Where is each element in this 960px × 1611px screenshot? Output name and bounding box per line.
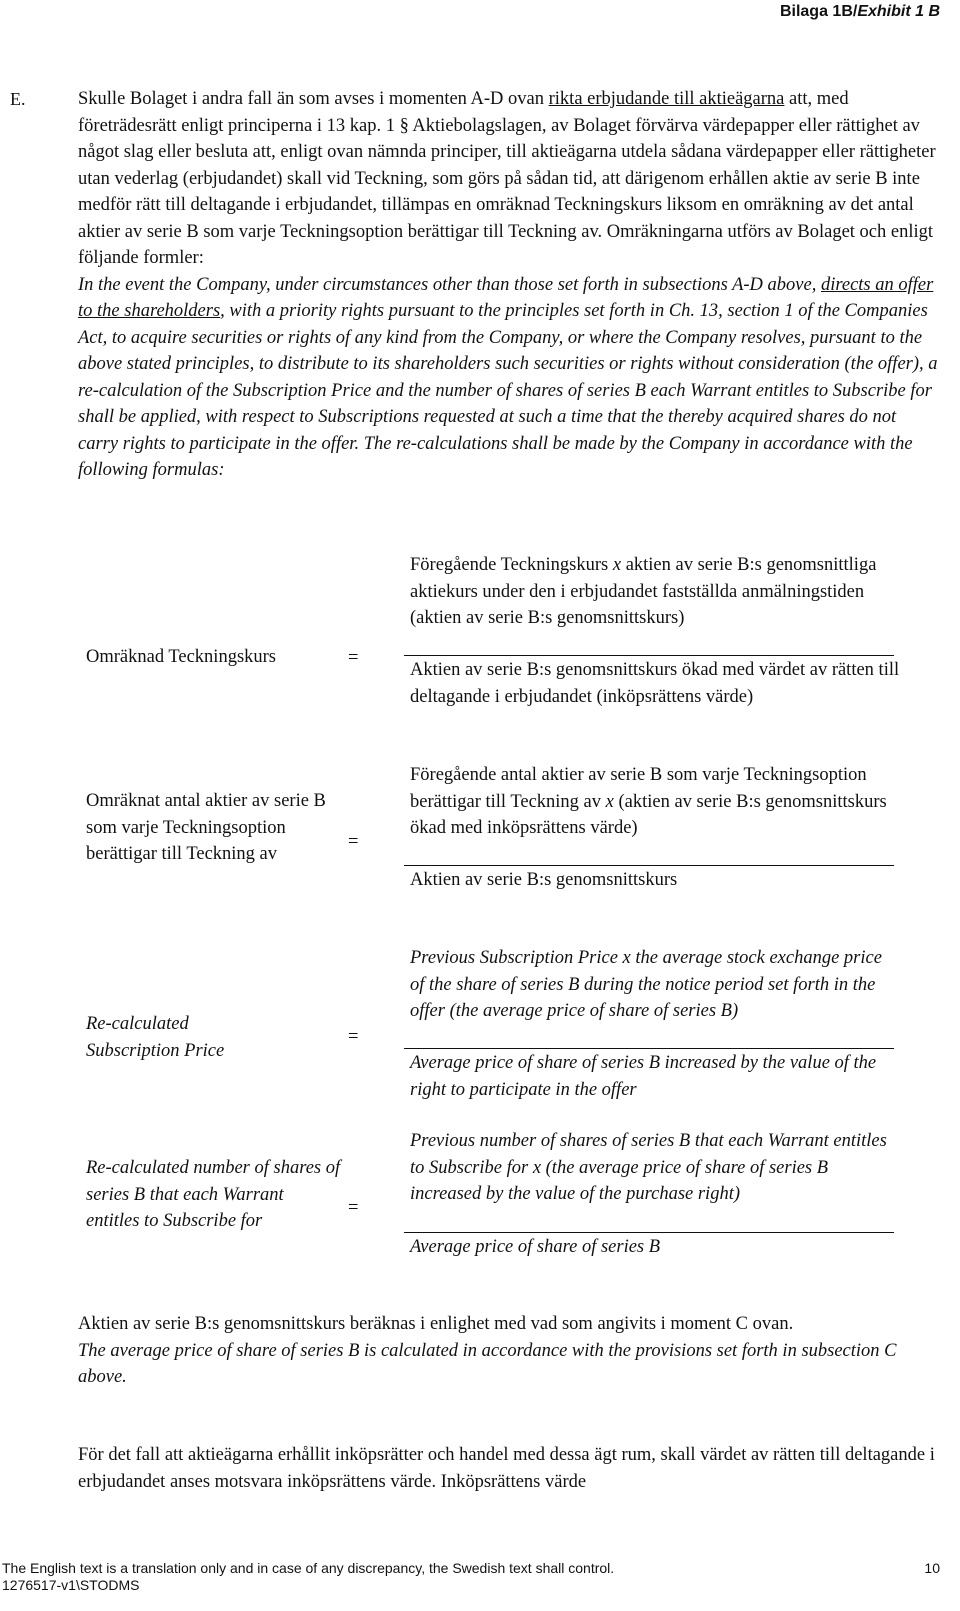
formula-denominator: Average price of share of series B increased by the value of the right to participate in the offer — [410, 1053, 877, 1100]
closing-paragraph-2 — [78, 1442, 940, 1495]
formula-denominator: Average price of share of series B — [410, 1237, 661, 1257]
header-bilaga: Bilaga 1B/ — [779, 3, 858, 20]
sv-lead: Skulle Bolaget i andra fall än som avses i momenten A-D ovan — [78, 89, 549, 109]
sv-rest: att, med företrädesrätt enligt principerna i 13 kap. 1 § Aktiebolagslagen, av Bolaget förvärva värdepapper eller rättighet av något slag eller besluta att, enligt ovan nämnda principer, till aktieägarna utdela sådana värdepapper eller rättigheter utan vederlag (erbjudandet) skall vid Teckning, som görs på sådan tid, att därigenom erhållen aktie av serie B inte medför rätt till deltagande i erbjudandet, tillämpas en omräknad Teckningskurs liksom en omräkning av det antal aktier av serie B som varje Teckningsoption berättigar till Teckning av. Omräkningarna utförs av Bolaget och enligt följande formler: — [78, 89, 936, 268]
page-header — [780, 2, 940, 22]
en-lead: In the event the Company, under circumstances other than those set forth in subsections A-D above, — [78, 274, 821, 295]
closing-p1-en: The average price of share of series B is calculated in accordance with the provisions set forth in subsection C above. — [78, 1340, 897, 1387]
closing-p2-sv: För det fall att aktieägarna erhållit inköpsrätter och handel med dessa ägt rum, skall värdet av rätten till deltagande i erbjudandet anses motsvara inköpsrättens värde. Inköpsrättens värde — [78, 1445, 935, 1492]
section-letter: E. — [10, 89, 26, 109]
page-footer — [2, 1560, 940, 1594]
equals-sign: = — [348, 1198, 359, 1218]
section-e-paragraph — [78, 86, 940, 484]
formula-left: Omräknat antal aktier av serie B som varje Teckningsoption berättigar till Teckning av — [86, 791, 326, 864]
formula-numerator: Previous number of shares of series B that each Warrant entitles to Subscribe for x (the average price of share of series B increased by the value of the purchase right) — [410, 1131, 887, 1204]
formula-left: Re-calculated number of shares of series B that each Warrant entitles to Subscribe for — [86, 1158, 341, 1231]
equals-sign: = — [348, 648, 359, 668]
closing-p1-sv: Aktien av serie B:s genomsnittskurs beräknas i enlighet med vad som angivits i moment C ovan. — [78, 1314, 794, 1334]
formula-left: Omräknad Teckningskurs — [86, 647, 277, 667]
formula-denominator: Aktien av serie B:s genomsnittskurs ökad med värdet av rätten till deltagande i erbjudandet (inköpsrättens värde) — [410, 660, 900, 707]
closing-paragraph-1 — [78, 1311, 940, 1391]
footer-disclaimer: The English text is a translation only and in case of any discrepancy, the Swedish text shall control. — [2, 1560, 615, 1576]
fraction-line — [404, 865, 894, 866]
formula-numerator: Föregående Teckningskurs x aktien av serie B:s genomsnittliga aktiekurs under den i erbjudandet fastställda anmälningstiden (aktien av serie B:s genomsnittskurs) — [410, 555, 877, 628]
fraction-line — [404, 655, 894, 656]
fraction-line — [404, 1232, 894, 1233]
equals-sign: = — [348, 832, 359, 852]
en-rest: , with a priority rights pursuant to the principles set forth in Ch. 13, section 1 of the Companies Act, to acquire securities or rights of any kind from the Company, or where the Company resolves, pursuant to the above stated principles, to distribute to its shareholders such securities or rights without consideration (the offer), a re-calculation of the Subscription Price and the number of shares of series B each Warrant entitles to Subscribe for shall be applied, with respect to Subscriptions requested at such a time that the thereby acquired shares do not carry rights to participate in the offer. The re-calculations shall be made by the Company in accordance with the following formulas: — [78, 301, 938, 480]
formula-numerator: Föregående antal aktier av serie B som varje Teckningsoption berättigar till Teckning av x (aktien av serie B:s genomsnittskurs ökad med inköpsrättens värde) — [410, 765, 887, 838]
formula-numerator: Previous Subscription Price x the average stock exchange price of the share of series B during the notice period set forth in the offer (the average price of share of series B) — [410, 948, 882, 1021]
header-exhibit: Exhibit 1 B — [857, 3, 940, 20]
sv-underlined-phrase: rikta erbjudande till aktieägarna — [548, 89, 785, 109]
en-underlined-phrase: directs an offer to the shareholders — [78, 274, 934, 321]
formula-denominator: Aktien av serie B:s genomsnittskurs — [410, 870, 678, 890]
page-number: 10 — [924, 1560, 940, 1576]
fraction-line — [404, 1048, 894, 1049]
footer-doc-id: 1276517-v1\STODMS — [2, 1577, 140, 1593]
formula-left: Re-calculated Subscription Price — [86, 1014, 225, 1061]
equals-sign: = — [348, 1027, 359, 1047]
